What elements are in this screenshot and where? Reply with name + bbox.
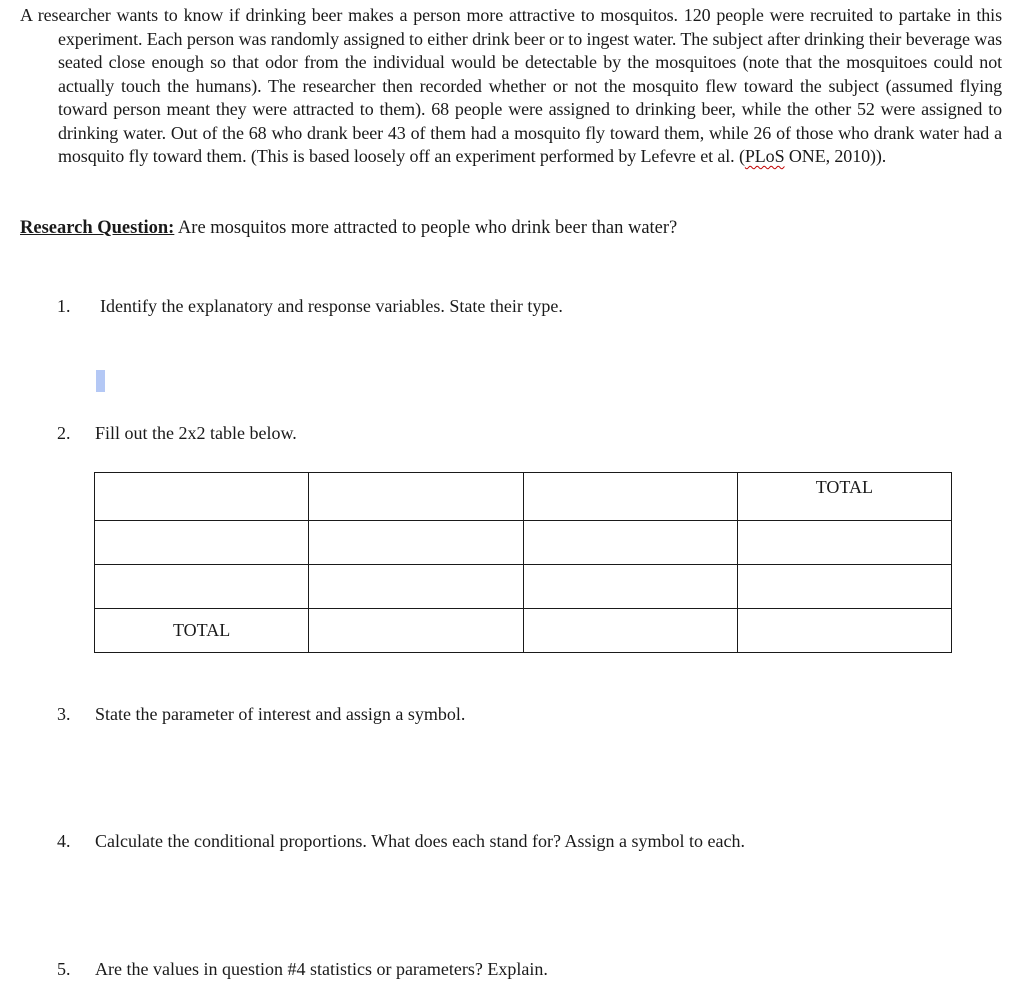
research-question-label: Research Question: — [20, 218, 175, 238]
table-cell[interactable] — [95, 565, 309, 609]
text-cursor[interactable] — [96, 370, 105, 392]
table-cell[interactable] — [309, 565, 523, 609]
table-row — [95, 609, 952, 653]
question-2-text: Fill out the 2x2 table below. — [95, 423, 297, 443]
research-question-text: Are mosquitos more attracted to people who drink beer than water? — [174, 218, 678, 238]
intro-text-part2: ONE, 2010)). — [784, 146, 887, 166]
question-1-text: Identify the explanatory and response variables. State their type. — [100, 296, 563, 316]
question-5-text: Are the values in question #4 statistics or parameters? Explain. — [95, 959, 548, 979]
question-3-number: 3. — [57, 704, 71, 724]
question-1-number: 1. — [57, 296, 71, 316]
intro-text-part1: A researcher wants to know if drinking beer makes a person more attractive to mosquitos. 120 people were recruited to partake in this experiment. Each person was randomly assigned to either drink beer or to ingest water. The subject after drinking their beverage was seated close enough so that odor from the individual would be detectable by the mosquitoes (note that the mosquitoes could not actually touch the humans). The researcher then recorded whether or not the mosquito flew toward the subject (assumed flying toward person meant they were attracted to them). 68 people were assigned to drinking beer, while the other 52 were assigned to drinking water. Out of the 68 who drank beer 43 of them had a mosquito fly toward them, while 26 of those who drank water had a mosquito fly toward them. (This is based loosely off an experiment performed by Lefevre et al. ( — [20, 5, 1002, 166]
table-row — [95, 521, 952, 565]
table-cell[interactable] — [523, 565, 737, 609]
table-cell[interactable] — [95, 521, 309, 565]
table-cell[interactable] — [523, 473, 737, 521]
table-cell[interactable] — [309, 609, 523, 653]
table-cell[interactable] — [309, 521, 523, 565]
table-cell[interactable] — [523, 521, 737, 565]
table-row — [95, 565, 952, 609]
table-cell[interactable] — [309, 473, 523, 521]
row-total-header[interactable]: TOTAL — [95, 609, 309, 653]
table-cell[interactable] — [95, 473, 309, 521]
table-cell[interactable] — [523, 609, 737, 653]
table-cell[interactable] — [737, 521, 951, 565]
question-4-text: Calculate the conditional proportions. What does each stand for? Assign a symbol to each. — [95, 831, 746, 851]
table-cell[interactable] — [737, 565, 951, 609]
intro-paragraph — [20, 4, 1002, 169]
spellcheck-flagged-word[interactable]: PLoS — [744, 146, 785, 166]
column-total-header[interactable]: TOTAL — [737, 473, 951, 521]
question-2-number: 2. — [57, 423, 71, 443]
question-5-number: 5. — [57, 959, 71, 979]
research-question — [20, 216, 677, 240]
table-cell[interactable] — [737, 609, 951, 653]
question-3-text: State the parameter of interest and assign a symbol. — [95, 704, 466, 724]
question-4-number: 4. — [57, 831, 71, 851]
table-row — [95, 473, 952, 521]
contingency-table — [94, 472, 952, 653]
